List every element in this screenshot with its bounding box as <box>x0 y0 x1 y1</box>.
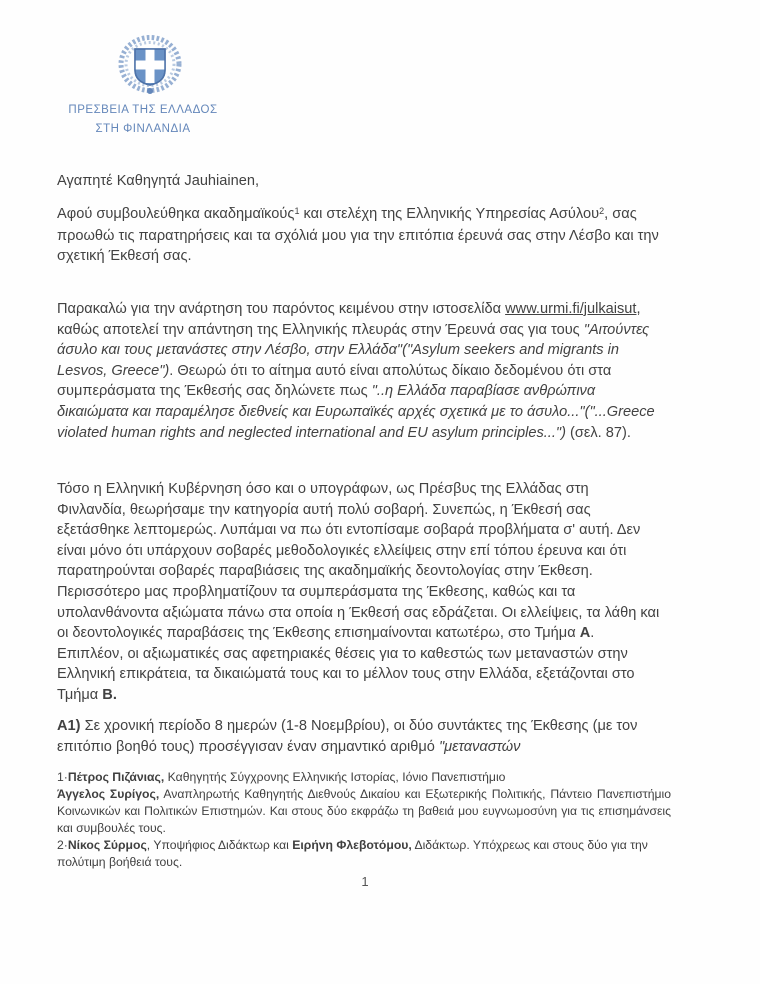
paragraph-assessment: Τόσο η Ελληνική Κυβέρνηση όσο και ο υπογράφων, ως Πρέσβυς της Ελλάδας στη Φινλανδία, θεωρήσαμε την κατηγορία αυτή πολύ σοβαρή. Συνεπώς, η Έκθεσή σας εξετάσθηκε λεπτομερώς. Λυπάμαι να πω ότι εντοπίσαμε σοβαρά προβλήματα σ' αυτή. Δεν είναι μόνο ότι υπάρχουν σοβαρές μεθοδολογικές ελλείψεις στην επί τόπου έρευνα και ότι παρατηρούνται σοβαρές παραβιάσεις της ακαδημαϊκής δεοντολογίας στην Έκθεση. Περισσότερο μας προβληματίζουν τα συμπεράσματα της Έκθεσης, καθώς και τα υπολανθάνοντα αξιώματα πάνω στα οποία η Έκθεσή σας εδράζεται. Οι ελλείψεις, τα λάθη και οι δεοντολογικές παραβάσεις της Έκθεσης επισημαίνονται κατωτέρω, στο Τμήμα Α. Επιπλέον, οι αξιωματικές σας αφετηριακές θέσεις για το καθεστώς των μεταναστών στην Ελληνική επικράτεια, τα δικαιώματά τους και το μέλλον τους στην Ελλάδα, εξετάζονται στο Τμήμα Β. <box>57 481 660 703</box>
footnote-ref-1: 1 <box>294 205 300 216</box>
footnote-ref-2: 2 <box>599 205 605 216</box>
footnote-1-line1: 1·Πέτρος Πιζάνιας, Καθηγητής Σύγχρονης Ελληνικής Ιστορίας, Ιόνιο Πανεπιστήμιο <box>57 770 506 784</box>
paragraph-section-a1: Α1) Σε χρονική περίοδο 8 ημερών (1-8 Νοεμβρίου), οι δύο συντάκτες της Έκθεσης (με τον επιτόπιο βοηθό τους) προσέγγισαν έναν σημαντικό αριθμό "μεταναστών <box>57 718 638 755</box>
embassy-name-line1: ΠΡΕΣΒΕΙΑ ΤΗΣ ΕΛΛΑΔΟΣ <box>68 104 218 116</box>
footnote-2: 2·Νίκος Σύρμος, Υποψήφιος Διδάκτωρ και Ειρήνη Φλεβοτόμου, Διδάκτωρ. Υπόχρεως και στους δύο για την πολύτιμη βοήθειά τους. <box>57 838 648 869</box>
greeting: Αγαπητέ Καθηγητά Jauhiainen, <box>57 173 260 189</box>
footnotes <box>57 769 671 871</box>
paragraph-publication-request: Παρακαλώ για την ανάρτηση του παρόντος κειμένου στην ιστοσελίδα www.urmi.fi/julkaisut, καθώς αποτελεί την απάντηση της Ελληνικής πλευράς στην Έρευνά σας για τους "Αιτούντες άσυλο και τους μετανάστες στην Λέσβο, στην Ελλάδα"("Asylum seekers and migrants in Lesvos, Greece"). Θεωρώ ότι το αίτημα αυτό είναι απολύτως δίκαιο δεδομένου ότι στα συμπεράσματα της Έκθεσής σας δηλώνετε πως "..η Ελλάδα παραβίασε ανθρώπινα δικαιώματα και παραμέλησε διεθνείς και Ευρωπαϊκές αρχές σχετικά με το άσυλο..."("...Greece violated human rights and neglected international and EU asylum principles...") (σελ. 87). <box>57 301 655 441</box>
greek-coat-of-arms-icon <box>115 34 185 103</box>
page-number: 1 <box>361 874 369 889</box>
paragraph-consultation: Αφού συμβουλεύθηκα ακαδημαϊκούς$^1$ και στελέχη της Ελληνικής Υπηρεσίας Ασύλου$^2$, σας προωθώ τις παρατηρήσεις και τα σχόλιά μου για την επιτόπια έρευνά σας στην Λέσβο και την σχετική Έκθεσή σας. <box>57 205 659 265</box>
letterhead <box>50 34 236 137</box>
website-url-text: www.urmi.fi/julkaisut <box>505 301 637 317</box>
footnote-1-continued: Άγγελος Συρίγος, Αναπληρωτής Καθηγητής Διεθνούς Δικαίου και Εξωτερικής Πολιτικής, Πάντειο Πανεπιστήμιο Κοινωνικών και Πολιτικών Επιστημών. Και στους δύο εκφράζω τη βαθειά μου ευγνωμοσύνη για τις επισημάνσεις και συμβουλές τους. <box>57 787 671 835</box>
embassy-name-line2: ΣΤΗ ΦΙΝΛΑΝΔΙΑ <box>95 123 191 135</box>
